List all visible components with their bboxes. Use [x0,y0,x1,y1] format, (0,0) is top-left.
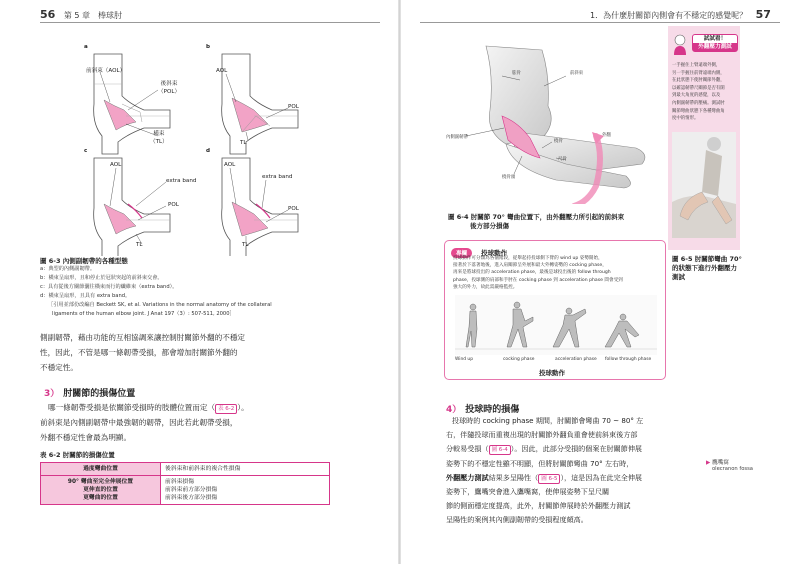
label-radius: 橈骨 [554,139,563,144]
figure-6-3 [70,44,310,256]
sec3-line3: 外翻不穩定性會最為明顯。 [40,433,132,442]
panel-label-d: d [206,148,211,154]
panel-label-a: a [84,44,88,50]
note-b: b：橫束呈扇形，且和停止於冠狀突起的前斜束交會。 [40,275,163,281]
label-aol-a: 前斜束（AOL） [86,68,126,74]
label-pol-d: POL [288,206,299,212]
phase-labels [455,357,657,365]
ref-figure-6-5[interactable]: 圖 6-5 [538,474,560,484]
citation-line1: ［引用並部份改編自 Beckett SK, et al. Variations in the normal anatomy of the collateral [48,302,272,308]
label-aol-c: AOL [110,162,122,168]
try-it-line1: 試試看！ [703,36,727,42]
note-a: a：典型的內側副韌帶。 [40,266,96,272]
person-icon [672,34,688,56]
chapter-label: 第 5 章 棒球肘 [63,11,123,20]
figure-6-4-illustration [446,36,666,204]
sec3-line2: 前斜束是內側副韌帶中最強韌的韌帶，因此若此韌帶受損， [40,418,238,427]
label-extra-band-c: extra band [166,178,197,184]
figure-6-4 [446,36,666,204]
glossary-term-row [706,458,786,466]
table-cell-positions: 90° 彎曲至完全伸展位置 更伸直的位置 更彎曲的位置 [41,476,161,505]
sec4-line2: 右，伴隨投球而重複出現的肘關節外翻負重會使前斜束後方部 [446,430,638,440]
label-tl-b: TL [240,140,247,146]
throwing-box-footer: 投球動作 [539,369,565,377]
label-humerus: 肱骨 [512,71,521,76]
left-header-rule [40,22,380,23]
column-badge: 專欄 [451,248,472,258]
sec4-line5: 外翻壓力測試結果多呈陽性（ 圖 6-5 ），這是因為在此完全伸展 [446,472,643,482]
figure-6-4-caption-line1: 圖 6-4 肘關節 70° 彎曲位置下，由外翻壓力所引起的前斜束 [448,213,625,221]
table-6-2 [40,462,330,505]
term-valgus-stress-test: 外翻壓力測試 [446,472,489,482]
table-row-header [41,463,330,476]
sec4-line6: 姿勢下，鷹嘴突會進入鷹嘴窩，使伸展姿勢下呈尺關 [446,487,610,497]
glossary-note [706,458,786,472]
label-pol-b: POL [288,104,299,110]
throwing-motion-box [444,240,666,380]
table-6-2-title: 表 6-2 肘關節的損傷位置 [40,451,115,459]
label-pol-c: POL [168,202,179,208]
label-aol-b: AOL [216,68,228,74]
left-header [40,8,122,21]
figure-6-4-caption-block [448,212,658,230]
figure-6-3-diagram [70,44,310,256]
sidebar-try-it [668,26,740,250]
figure-6-5-caption-block [672,254,752,281]
label-valgus: 外翻 [602,133,611,138]
right-page-number: 57 [755,8,771,21]
para1-line1: 側副韌帶，藉由功能的互相協調來讓控制肘關節外翻的不穩定 [40,333,246,342]
paragraph-ligaments [40,330,380,375]
phase-acceleration: acceleration phase [555,357,597,362]
pitcher-sequence-photos [455,295,657,355]
figure-6-5-caption-line2: 的狀態下進行外翻壓力 [672,264,737,272]
label-medial-collateral: 內側副韌帶 [446,135,468,140]
figure-6-4-caption-line2: 後方部分損傷 [470,222,509,230]
phase-wind-up: Wind up [455,357,473,362]
right-header [590,8,771,21]
figure-6-3-caption-block [40,256,380,319]
note-d: d：橫束呈扇形，且具有 extra band。 [40,293,131,299]
sec4-line4: 姿勢下的不穩定性雖不明顯，但將肘關節彎曲 70° 左右時， [446,458,634,468]
para1-line2: 性，因此，不管是哪一條韌帶受損，都會增加肘關節外翻的 [40,348,238,357]
label-extra-band-d: extra band [262,174,293,180]
panel-label-b: b [206,44,211,50]
section-3-title: 肘關節的損傷位置 [63,389,136,399]
citation-line2: ligaments of the human elbow joint. J Anat 197（3）: 507-511, 2000］ [52,311,235,317]
phase-follow-through: follow through phase [605,357,652,362]
section-4-body [446,414,704,528]
sidebar-text: 一手握住上臂遠端外側， 另一手握住前臂遠端內側， 在此狀態下使肘關節外翻， 以確認韌帶尺關節是否有開 到最大角度的感覺，以及 內側副韌帶的壓痛。測試肘 關節彎曲狀態下各種彎曲角 度中的情形。 [672,63,725,122]
right-header-rule [420,22,780,23]
table-cell-injuries: 前斜束損傷 前斜束前方部分損傷 前斜束後方部分損傷 [161,476,330,505]
label-pol-a: 後斜束 （POL） [158,81,181,95]
ref-table-6-2[interactable]: 表 6-2 [215,404,237,414]
para1-line3: 不穩定性。 [40,363,78,372]
panel-b [222,54,298,154]
table-header-left: 過度彎曲位置 [41,463,161,476]
label-radial-head: 橈骨頭 [502,175,516,180]
label-ulna: 尺骨 [558,157,567,162]
valgus-test-photo [672,132,736,238]
left-page-number: 56 [40,8,56,21]
figure-6-5-caption-line3: 測試 [672,273,685,281]
label-tl-c: TL [136,242,143,248]
try-it-tag [692,34,738,52]
running-header: 1．為什麼肘關節內側會有不穩定的感覺呢？ [590,11,748,20]
table-header-right: 後斜束和前斜束的複合性損傷 [161,463,330,476]
try-it-line2: 外翻壓力測試 [693,43,737,51]
section-3-body [40,400,380,445]
section-3-heading [44,386,135,399]
glossary-term: 鷹嘴窩 [712,460,729,466]
sec3-line1: 哪一條韌帶受損是依關節受損時的肢體位置而定（ 表 6-2 ）。 [48,403,249,412]
label-tl-d: TL [242,242,249,248]
right-page [400,0,799,564]
glossary-marker-icon: ▶ [706,460,711,466]
section-3-number: 3） [44,389,60,399]
left-page [0,0,399,564]
figure-6-5-caption-line1: 圖 6-5 肘關節彎曲 70° [672,255,742,263]
figure-6-3-caption: 圖 6-3 內側副韌帶的各種型態 [40,257,128,265]
ref-figure-6-4[interactable]: 圖 6-4 [489,445,511,455]
panel-label-c: c [84,148,88,154]
table-row-body [41,476,330,505]
label-aol-d: AOL [224,162,236,168]
panel-c [94,158,170,256]
sec4-line3: 分較易受損（ 圖 6-4 ）。因此，此部分受損的個案在肘關節伸展 [446,444,643,454]
throwing-box-text: 投球動作可分類為各個階段，從舉起持投球側下臂的 wind up 姿勢開始， 接著於下落著地後，進入肩關節呈外展和最大外轉姿勢的 cocking phase， 再來是將球投出的 acceleration phase，最後是球投出後的 follow through phase，投球側的肩部和手肘在 cocking phase 到 acceleration phase 間會受到 強大的外力，故此需嚴格監控。 [453,256,623,290]
label-anterior-oblique: 前斜束 [570,71,584,76]
panel-d [222,158,298,256]
throwing-box-title: 投球動作 [481,249,508,257]
sec4-line8: 呈陽性的案例其內側副韌帶的受損程度頗高。 [446,515,588,525]
sec4-line1: 投球時的 cocking phase 期間，肘關節會彎曲 70 ~ 80° 左 [452,416,644,425]
section-4-number: 4） [446,405,462,415]
phase-cocking: cocking phase [503,357,535,362]
section-4-title: 投球時的損傷 [465,405,520,415]
label-tl-a: 橫束 （TL） [150,131,168,145]
glossary-english: olecranon fossa [712,466,753,472]
sec4-line7: 節的側面穩定度提高，此外，肘關節伸展時於外翻壓力測試 [446,501,631,511]
note-c: c：具有從後方關節囊往橫束而行的纖維束（extra band）。 [40,284,178,290]
